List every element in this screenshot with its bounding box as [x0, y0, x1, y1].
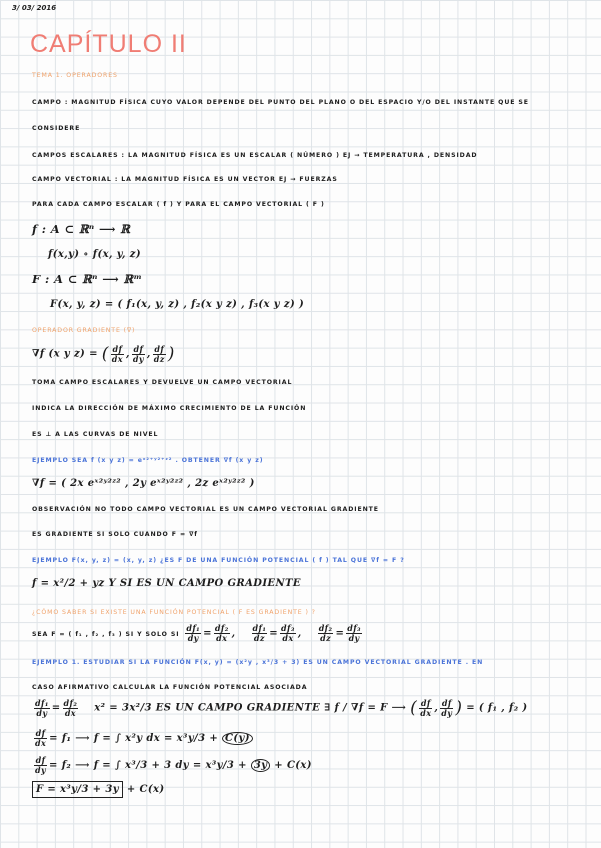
math-F-components: F(x, y, z) = ( f₁(x, y, z) , f₂(x y z) , f₃(x y z) ) [50, 299, 305, 310]
math-potential-function: f = x²/2 + yz Y SI ES UN CAMPO GRADIENTE [32, 578, 301, 589]
math-gradient-definition: ∇f (x y z) = ( $\frac{df}{dx}$ , $\frac{df}{dy}$ , $\frac{df}{dz}$ ) [32, 343, 175, 364]
question-line: ¿CÓMO SABER SI EXISTE UNA FUNCIÓN POTENCIAL ( F ES GRADIENTE ) ? [32, 609, 316, 616]
definition-line-1: CAMPO : MAGNITUD FÍSICA CUYO VALOR DEPENDE DEL PUNTO DEL PLANO O DEL ESPACIO Y/O DEL INSTANTE QUE SE [32, 99, 529, 106]
example-2-heading: EJEMPLO F(x, y, z) = (x, y, z) ¿ES F DE UNA FUNCIÓN POTENCIAL ( f ) TAL QUE ∇f = F ? [32, 557, 405, 564]
math-final-result: F = x³y/3 + 3y + C(x) [32, 784, 164, 795]
page-title: CAPÍTULO II [30, 30, 187, 58]
math-partial-check: $\frac{\text{df₁}}{dy}$ = $\frac{\text{df₂}}{dx}$ x² = 3x²/3 ES UN CAMPO GRADIENTE ∃ f / ∇f = F ⟶ ( $\frac{df}{dx}$ , $\frac{df}{dy}$ ) = ( f₁ , f₂ ) [35, 697, 528, 718]
scalar-vector-line: PARA CADA CAMPO ESCALAR ( f ) Y PARA EL CAMPO VECTORIAL ( F ) [32, 201, 325, 208]
operator-heading: OPERADOR GRADIENTE (∇) [32, 327, 136, 334]
gradient-condition-line: ES GRADIENTE SI SOLO CUANDO F = ∇f [32, 531, 198, 538]
subtitle: TEMA 1. OPERADORES [32, 72, 118, 79]
math-integral-x: $\frac{df}{dx}$ = f₁ ⟶ f = ∫ x²y dx = x³y/3 + C(y) [32, 729, 253, 748]
math-gradient-result: ∇f = ( 2x eˣ²ʸ²ᶻ² , 2y eˣ²ʸ²ᶻ² , 2z eˣ²ʸ²ᶻ² ) [32, 478, 255, 489]
math-gradient-condition: SEA F = ( f₁ , f₂ , f₃ ) SI Y SOLO SI $\frac{\text{df₁}}{dy}$ = $\frac{\text{df₂}}{dx}$ , $\frac{\text{df₁}}{dz}$ = $\frac{\text{df₃}}{dx}$ , $\frac{\text{df₂}}{dz}$ = $\frac{\text{df₃}}{dy}$ [32, 623, 361, 643]
vector-field-line: CAMPO VECTORIAL : LA MAGNITUD FÍSICA ES UN VECTOR EJ → FUERZAS [32, 176, 338, 183]
gradient-note-1: TOMA CAMPO ESCALARES Y DEVUELVE UN CAMPO VECTORIAL [32, 379, 293, 386]
math-integral-y: $\frac{df}{dy}$ = f₂ ⟶ f = ∫ x³/3 + 3 dy = x³y/3 + 3y + C(x) [35, 755, 312, 775]
example-1-heading: EJEMPLO SEA f (x y z) = eˣ²⁺ʸ²⁺ᶻ² . OBTENER ∇f (x y z) [32, 457, 264, 464]
gradient-note-3: ES ⊥ A LAS CURVAS DE NIVEL [32, 431, 159, 438]
scalar-fields-line: CAMPOS ESCALARES : LA MAGNITUD FÍSICA ES UN ESCALAR ( NÚMERO ) EJ → TEMPERATURA , DENSIDAD [32, 152, 478, 159]
math-f-xyz: f(x,y) ∘ f(x, y, z) [48, 249, 141, 260]
math-F-definition: F : A ⊂ ℝⁿ ⟶ ℝᵐ [32, 272, 143, 286]
date: 3/ 03/ 2016 [12, 4, 57, 12]
definition-line-2: CONSIDERE [32, 125, 81, 132]
example-3-task: CASO AFIRMATIVO CALCULAR LA FUNCIÓN POTENCIAL ASOCIADA [32, 684, 308, 691]
example-3-heading: EJEMPLO 1. ESTUDIAR SI LA FUNCIÓN F(x, y) = (x²y , x³/3 + 3) ES UN CAMPO VECTORIAL GRADIENTE . EN [32, 659, 484, 666]
math-f-definition: f : A ⊂ ℝⁿ ⟶ ℝ [32, 222, 131, 236]
observation-line: OBSERVACIÓN NO TODO CAMPO VECTORIAL ES UN CAMPO VECTORIAL GRADIENTE [32, 506, 379, 513]
gradient-note-2: INDICA LA DIRECCIÓN DE MÁXIMO CRECIMIENTO DE LA FUNCIÓN [32, 405, 307, 412]
